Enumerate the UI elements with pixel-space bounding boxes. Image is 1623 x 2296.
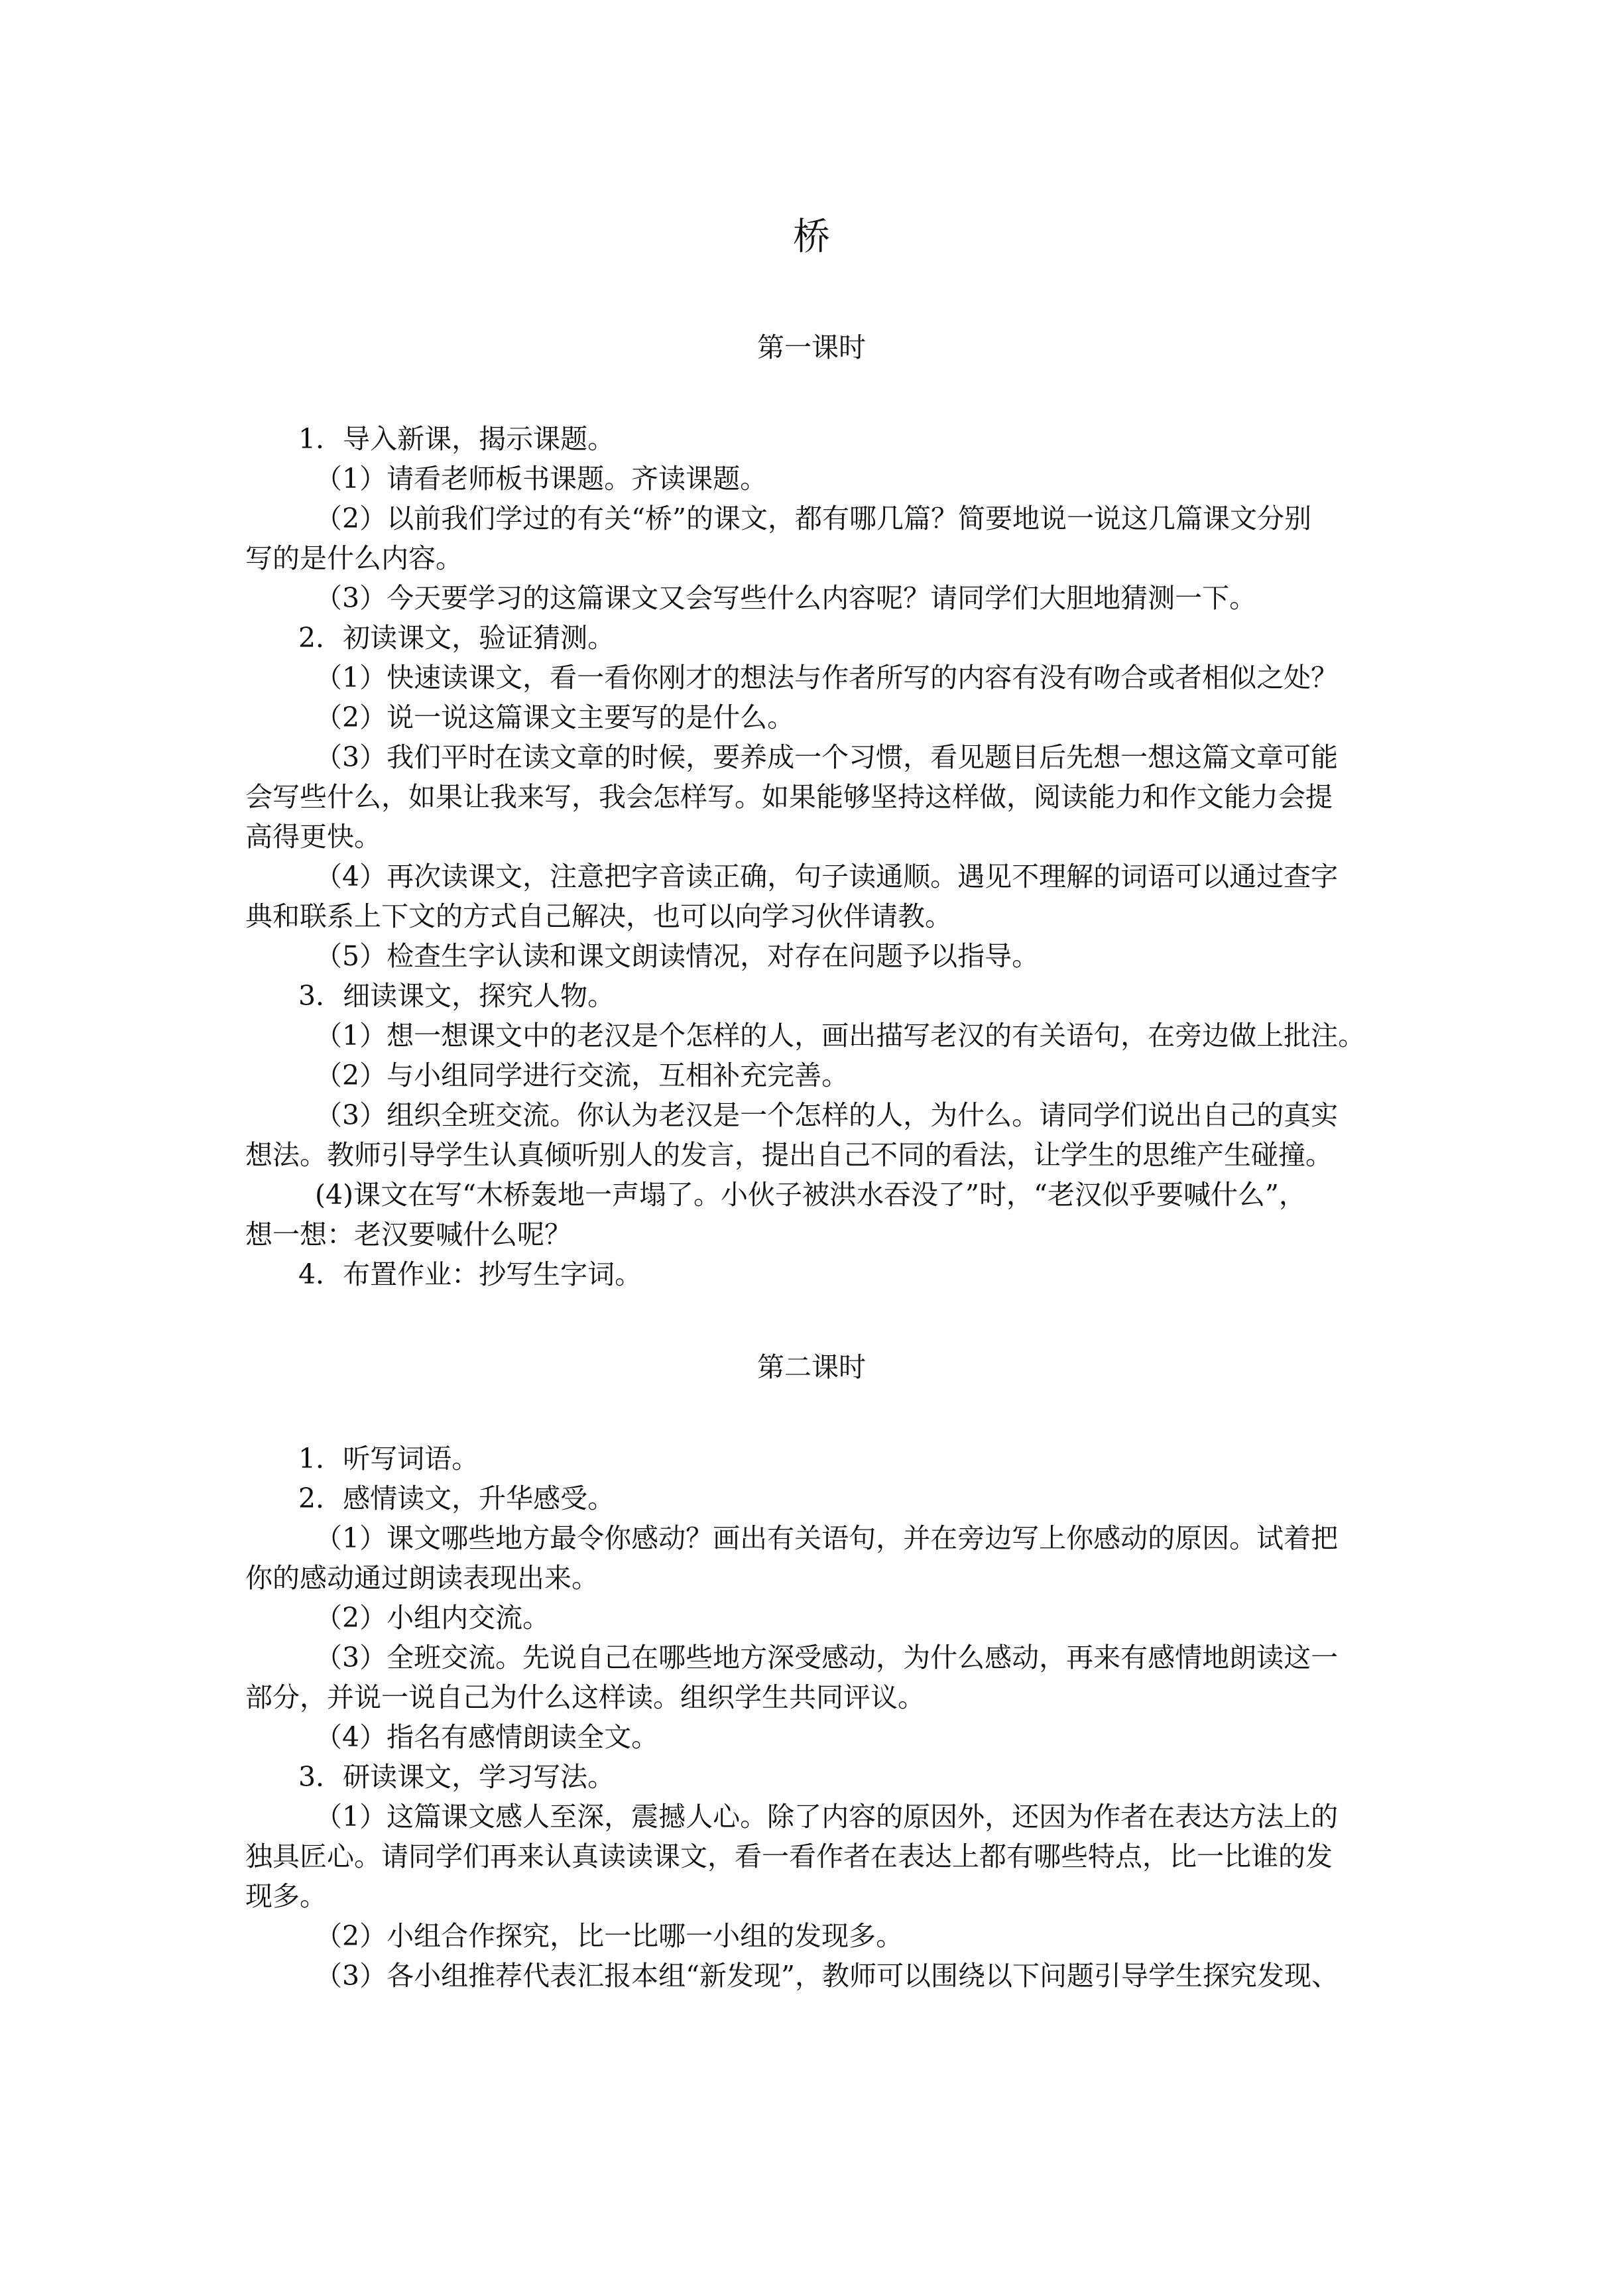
text-line: 你的感动通过朗读表现出来。 [245, 1562, 599, 1594]
text-line: 想一想：老汉要喊什么呢？ [245, 1219, 571, 1250]
text-line: （3）我们平时在读文章的时候，要养成一个习惯，看见题目后先想一想这篇文章可能 [315, 741, 1339, 773]
text-line: 写的是什么内容。 [245, 542, 463, 574]
text-line: 想法。教师引导学生认真倾听别人的发言，提出自己不同的看法，让学生的思维产生碰撞。 [245, 1139, 1333, 1171]
text-line: （5）检查生字认读和课文朗读情况，对存在问题予以指导。 [315, 940, 1040, 972]
text-line: （3）今天要学习的这篇课文又会写些什么内容呢？请同学们大胆地猜测一下。 [315, 582, 1257, 614]
text-line: （1）课文哪些地方最令你感动？画出有关语句，并在旁边写上你感动的原因。试着把 [315, 1522, 1339, 1554]
text-line: （2）小组合作探究，比一比哪一小组的发现多。 [315, 1920, 904, 1952]
text-line: 2．感情读文，升华感受。 [298, 1482, 615, 1514]
text-line: （3）组织全班交流。你认为老汉是一个怎样的人，为什么。请同学们说出自己的真实 [315, 1099, 1339, 1131]
text-line: 高得更快。 [245, 821, 381, 853]
text-line: （4）指名有感情朗读全文。 [315, 1721, 659, 1753]
text-line: （1）这篇课文感人至深，震撼人心。除了内容的原因外，还因为作者在表达方法上的 [315, 1801, 1339, 1833]
text-line: （1）请看老师板书课题。齐读课题。 [315, 463, 768, 495]
text-line: （2）以前我们学过的有关“桥”的课文，都有哪几篇？简要地说一说这几篇课文分别 [315, 503, 1312, 534]
text-line: 独具匠心。请同学们再来认真读读课文，看一看作者在表达上都有哪些特点，比一比谁的发 [245, 1841, 1333, 1872]
text-line: （3）各小组推荐代表汇报本组“新发现”，教师可以围绕以下问题引导学生探究发现、 [315, 1960, 1339, 1992]
text-line: 3．细读课文，探究人物。 [298, 980, 615, 1012]
text-line: （2）小组内交流。 [315, 1602, 550, 1634]
text-line: 4．布置作业：抄写生字词。 [298, 1258, 642, 1290]
lesson-1-heading: 第一课时 [757, 332, 866, 363]
text-line: (4)课文在写“木桥轰地一声塌了。小伙子被洪水吞没了”时，“老汉似乎要喊什么”， [315, 1179, 1306, 1211]
lesson-2-heading: 第二课时 [757, 1351, 866, 1383]
text-line: （4）再次读课文，注意把字音读正确，句子读通顺。遇见不理解的词语可以通过查字 [315, 861, 1339, 892]
text-line: 部分，并说一说自己为什么这样读。组织学生共同评议。 [245, 1681, 925, 1713]
text-line: 1．导入新课，揭示课题。 [298, 423, 615, 455]
text-line: 现多。 [245, 1880, 327, 1912]
text-line: 1．听写词语。 [298, 1443, 479, 1475]
text-line: 典和联系上下文的方式自己解决，也可以向学习伙伴请教。 [245, 900, 952, 932]
text-line: 3．研读课文，学习写法。 [298, 1761, 615, 1793]
text-line: （1）想一想课文中的老汉是个怎样的人，画出描写老汉的有关语句，在旁边做上批注。 [315, 1020, 1366, 1052]
text-line: 会写些什么，如果让我来写，我会怎样写。如果能够坚持这样做，阅读能力和作文能力会提 [245, 781, 1333, 813]
text-line: （3）全班交流。先说自己在哪些地方深受感动，为什么感动，再来有感情地朗读这一 [315, 1642, 1339, 1673]
page-title: 桥 [793, 215, 830, 259]
text-line: 2．初读课文，验证猜测。 [298, 622, 615, 654]
text-line: （2）与小组同学进行交流，互相补充完善。 [315, 1059, 849, 1091]
text-line: （2）说一说这篇课文主要写的是什么。 [315, 701, 795, 733]
text-line: （1）快速读课文，看一看你刚才的想法与作者所写的内容有没有吻合或者相似之处？ [315, 662, 1339, 694]
